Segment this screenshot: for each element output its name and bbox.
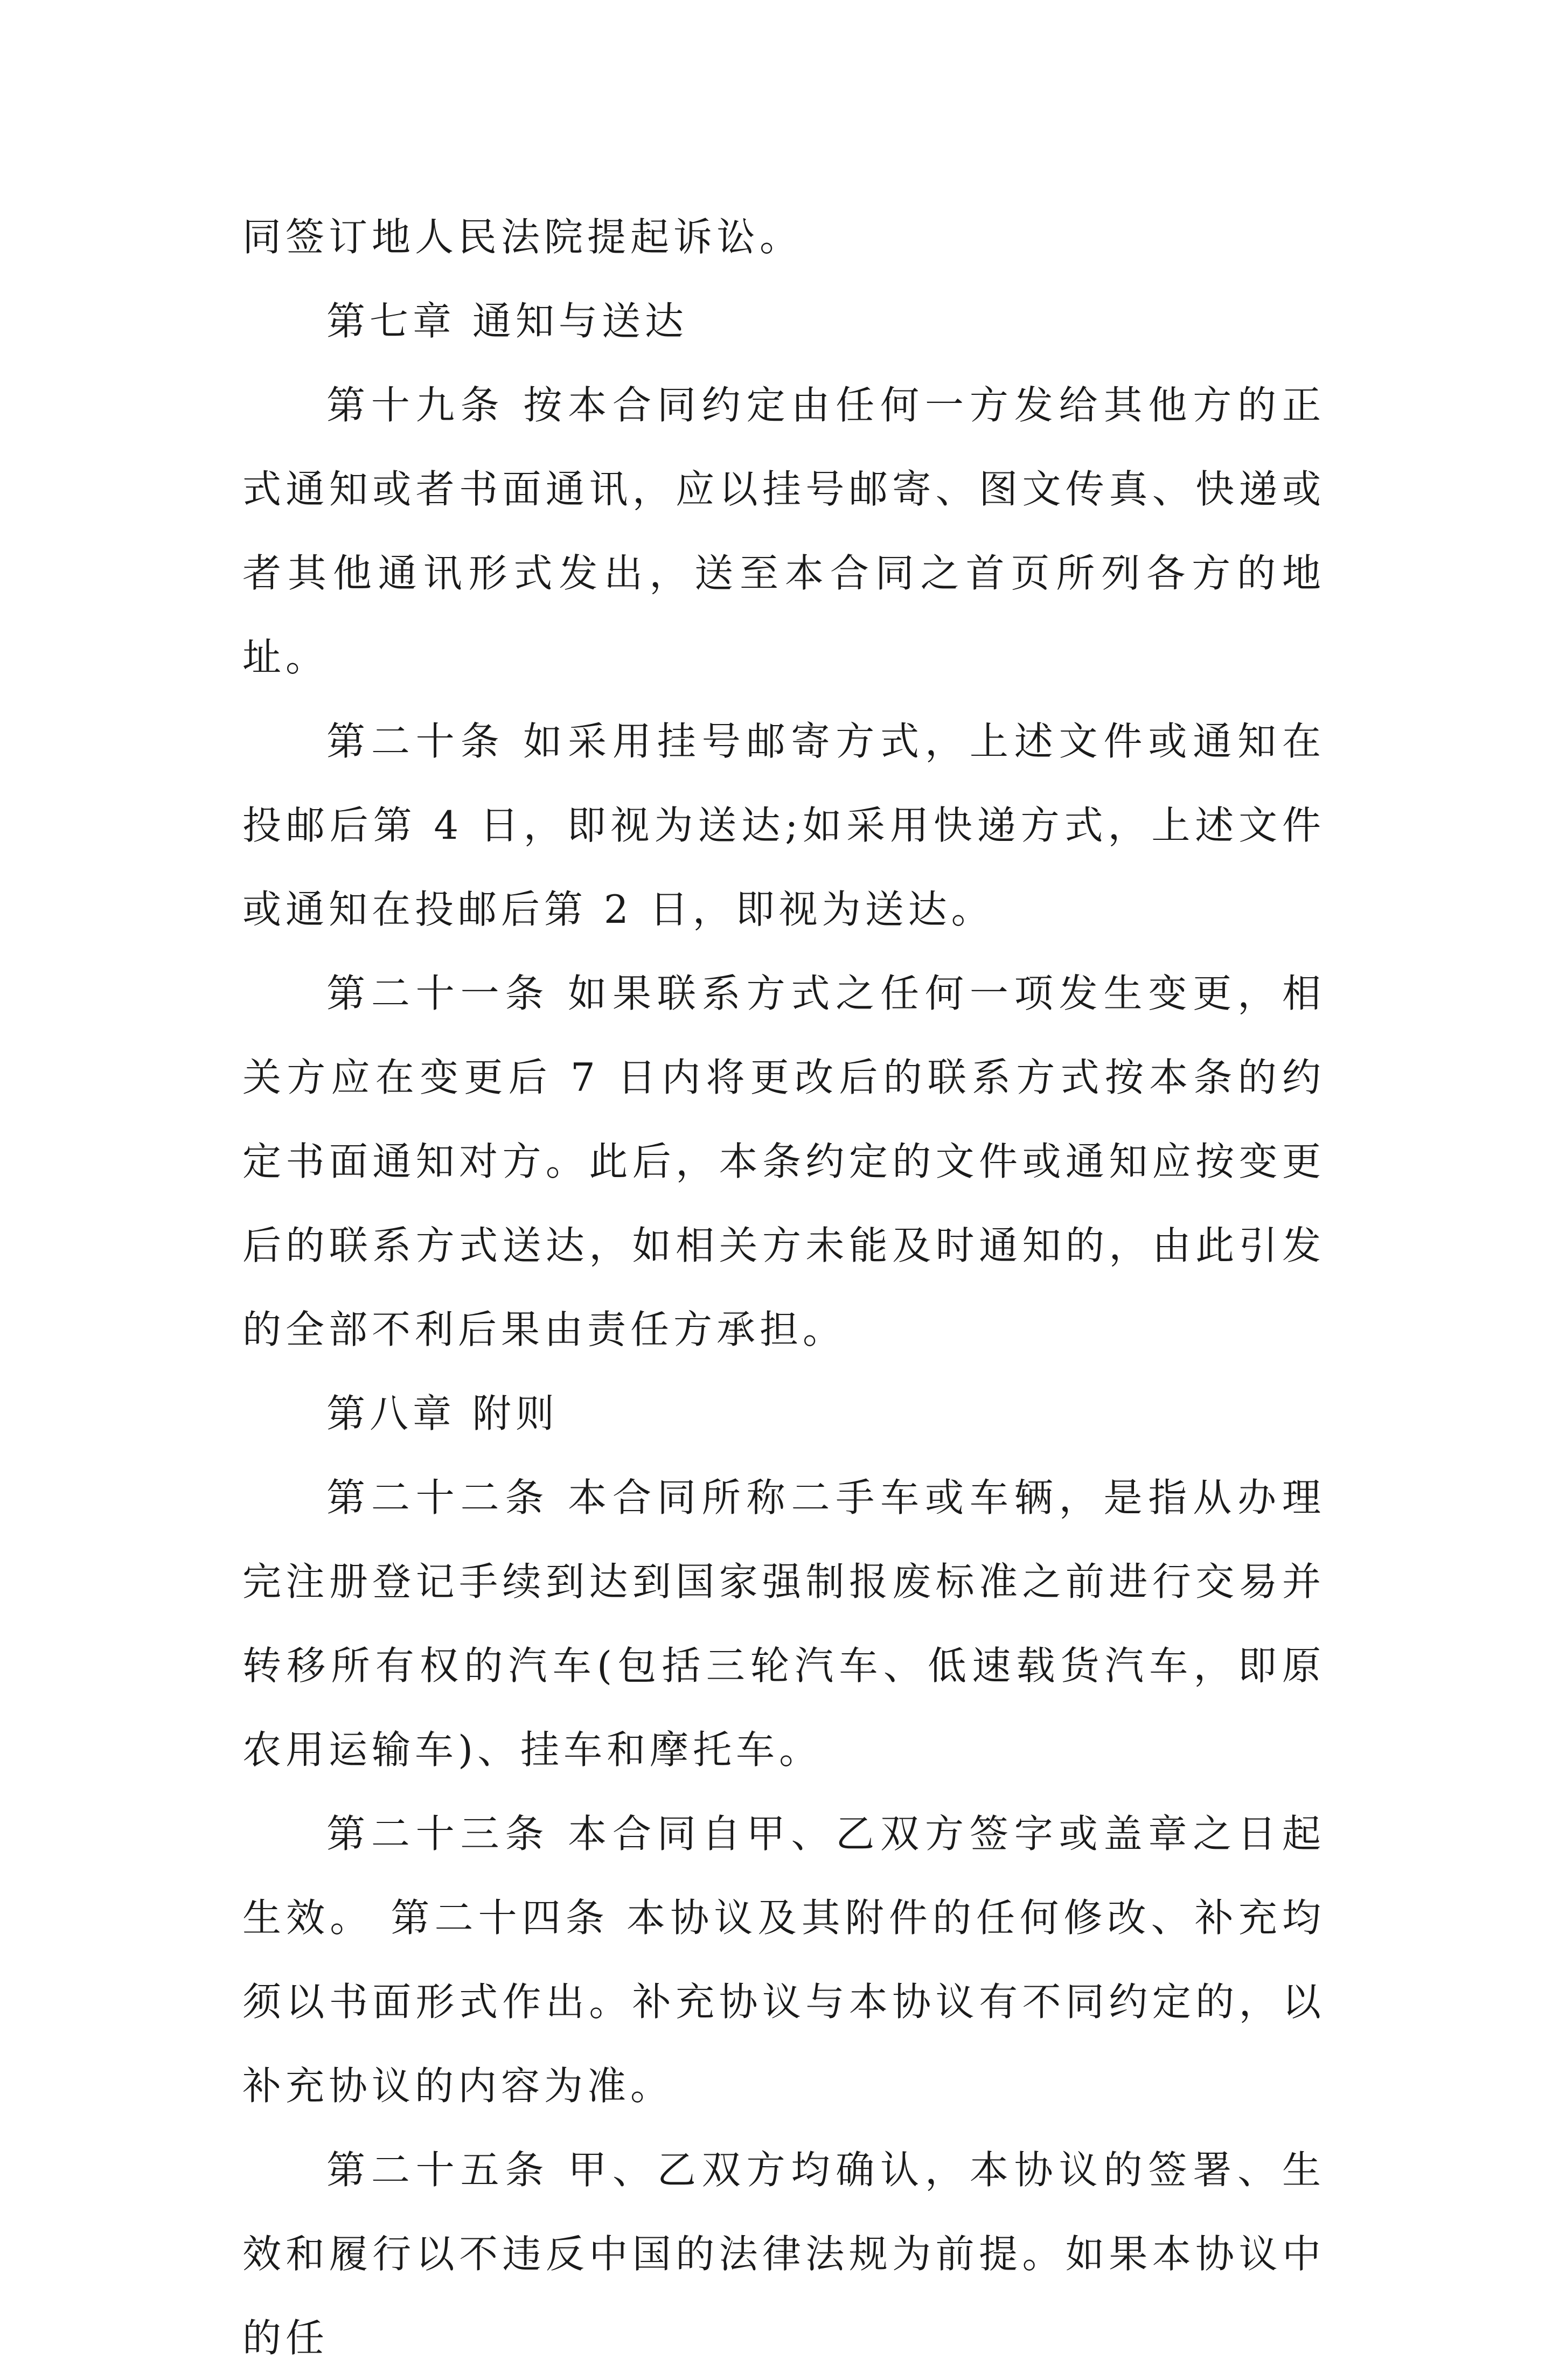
document-body [242, 195, 1325, 2380]
article-20: 第二十条 如采用挂号邮寄方式，上述文件或通知在投邮后第 4 日，即视为送达;如采用快递方式，上述文件或通知在投邮后第 2 日，即视为送达。 [242, 719, 1325, 932]
article-19: 第十九条 按本合同约定由任何一方发给其他方的正式通知或者书面通讯，应以挂号邮寄、图文传真、快递或者其他通讯形式发出，送至本合同之首页所列各方的地址。 [242, 382, 1325, 680]
article-21: 第二十一条 如果联系方式之任何一项发生变更，相关方应在变更后 7 日内将更改后的联系方式按本条的约定书面通知对方。此后，本条约定的文件或通知应按变更后的联系方式送达，如相关方未能及时通知的，由此引发的全部不利后果由责任方承担。 [242, 971, 1325, 1352]
paragraph-lawsuit-venue: 同签订地人民法院提起诉讼。 [242, 214, 803, 260]
article-22: 第二十二条 本合同所称二手车或车辆，是指从办理完注册登记手续到达到国家强制报废标准之前进行交易并转移所有权的汽车(包括三轮汽车、低速载货汽车，即原农用运输车)、挂车和摩托车。 [242, 1475, 1325, 1772]
chapter-heading-supplementary: 第八章 附则 [326, 1391, 559, 1436]
article-25: 第二十五条 甲、乙双方均确认，本协议的签署、生效和履行以不违反中国的法律法规为前提。如果本协议中的任 [242, 2147, 1325, 2361]
chapter-heading-notice: 第七章 通知与送达 [326, 298, 688, 344]
article-23-24: 第二十三条 本合同自甲、乙双方签字或盖章之日起生效。 第二十四条 本协议及其附件的任何修改、补充均须以书面形式作出。补充协议与本协议有不同约定的，以补充协议的内容为准。 [242, 1811, 1325, 2108]
